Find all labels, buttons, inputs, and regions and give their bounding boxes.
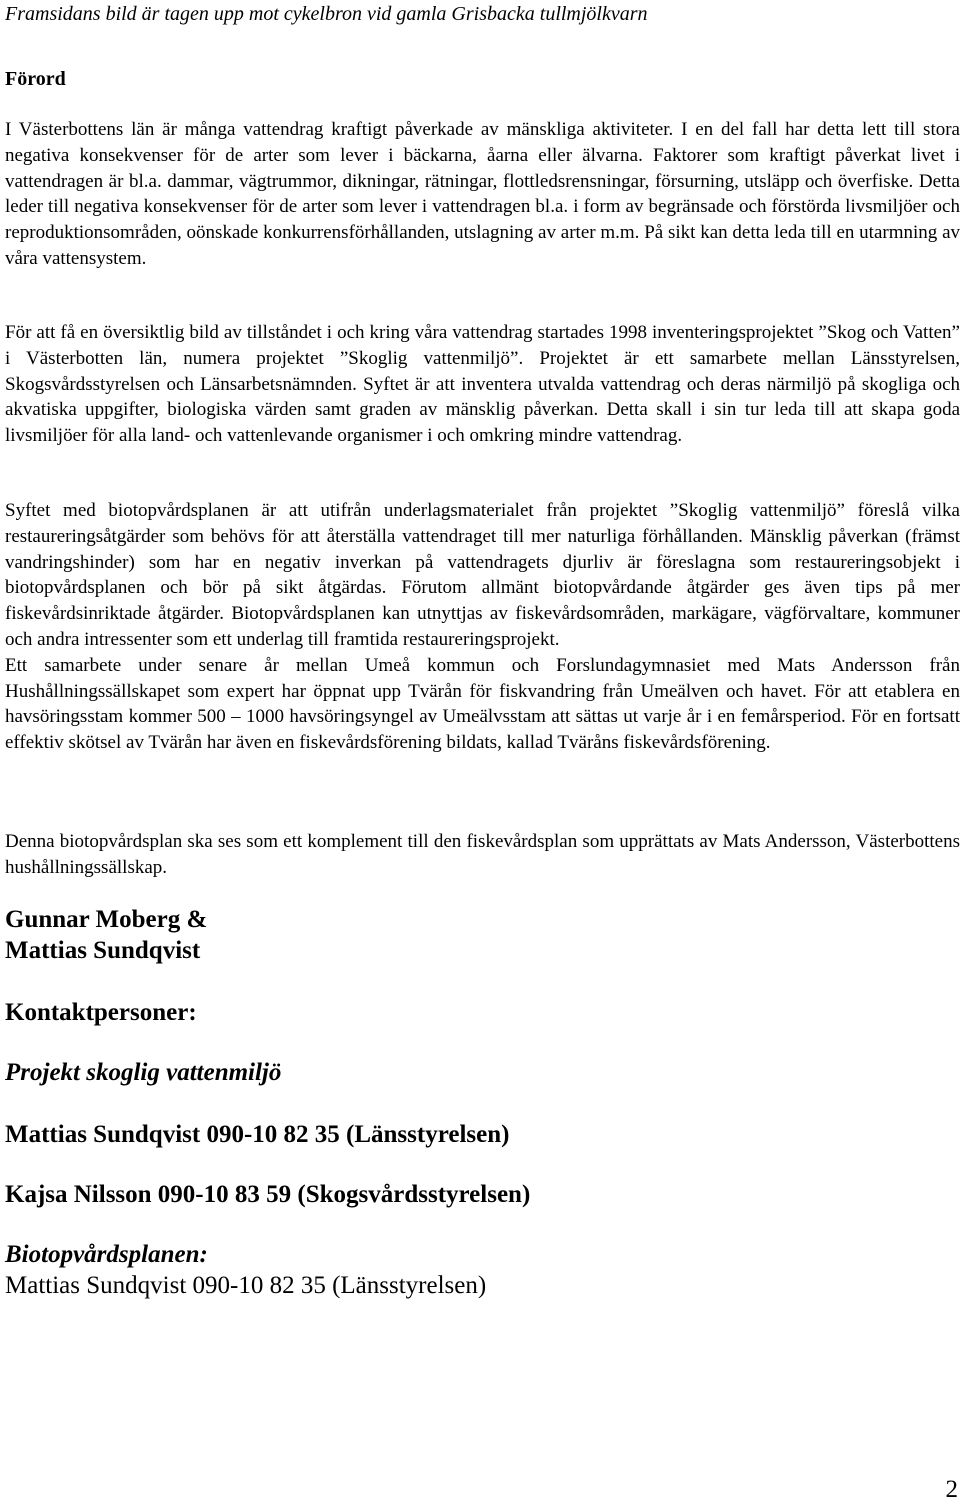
signature-line: Gunnar Moberg & — [5, 906, 208, 933]
contact-person: Kajsa Nilsson 090-10 83 59 (Skogsvårdsstyrelsen) — [5, 1181, 531, 1208]
paragraph-text: Syftet med biotopvårdsplanen är att utifrån underlagsmaterialet från projektet ”Skoglig vattenmiljö” föreslå vilka restaureringsåtgärder som behövs för att återställa vattendraget till mer naturliga förhållanden. Mänsklig påverkan (främst vandringshinder) som har en negativ inverkan på vattendragets djurliv är föreslagna som restaureringsobjekt i biotopvårdsplanen och bör på sikt åtgärdas. Förutom allmänt biotopvårdande åtgärder ges även tips på mer fiskevårdsinriktade åtgärder. Biotopvårdsplanen kan utnyttjas av fiskevårdsområden, markägare, vägförvaltare, kommuner och andra intressenter som ett underlag till framtida restaureringsprojekt. — [5, 500, 960, 650]
contact-person: Mattias Sundqvist 090-10 82 35 (Länsstyrelsen) — [5, 1121, 510, 1148]
paragraph-text: Denna biotopvårdsplan ska ses som ett komplement till den fiskevårdsplan som upprättats av Mats Andersson, Västerbottens hushållningssällskap. — [5, 831, 960, 878]
paragraph-text: För att få en översiktlig bild av tillståndet i och kring våra vattendrag startades 1998 inventeringsprojektet ”Skog och Vatten” i Västerbotten län, numera projektet ”Skoglig vattenmiljö”. Projektet är ett samarbete mellan Länsstyrelsen, Skogsvårdsstyrelsen och Länsarbetsnämnden. Syftet är att inventera utvalda vattendrag och deras närmiljö på skogliga och akvatiska uppgifter, biologiska värden samt graden av mänsklig påverkan. Detta skall i sin tur leda till att skapa goda livsmiljöer för alla land- och vattenlevande organismer i och omkring mindre vattendrag. — [5, 322, 960, 447]
paragraph-intro — [5, 117, 960, 272]
plan-label: Biotopvårdsplanen: — [5, 1241, 208, 1268]
page-number: 2 — [945, 1476, 958, 1503]
contacts-heading: Kontaktpersoner: — [5, 999, 197, 1026]
cover-photo-caption: Framsidans bild är tagen upp mot cykelbron vid gamla Grisbacka tullmjölkvarn — [5, 3, 648, 25]
paragraph-project-background — [5, 320, 960, 449]
paragraph-text: Ett samarbete under senare år mellan Umeå kommun och Forslundagymnasiet med Mats Andersson från Hushållningssällskapet som expert har öppnat upp Tvärån för fiskvandring från Umeälven och havet. För att etablera en havsöringsstam kommer 500 – 1000 havsöringsyngel av Umeälvsstam att sättas ut varje år i en femårsperiod. För en fortsatt effektiv skötsel av Tvärån har även en fiskevårdsförening bildats, kallad Tväråns fiskevårdsförening. — [5, 654, 960, 754]
signature-line: Mattias Sundqvist — [5, 937, 201, 964]
paragraph-complement — [5, 829, 960, 881]
project-name: Projekt skoglig vattenmiljö — [5, 1059, 282, 1086]
author-signature — [5, 904, 207, 966]
foreword-heading: Förord — [5, 68, 66, 90]
paragraph-plan-purpose — [5, 498, 960, 756]
plan-contact-person: Mattias Sundqvist 090-10 82 35 (Länsstyrelsen) — [5, 1272, 487, 1299]
paragraph-text: I Västerbottens län är många vattendrag kraftigt påverkade av mänskliga aktiviteter. I en del fall har detta lett till stora negativa konsekvenser för de arter som lever i bäckarna, åarna eller älvarna. Faktorer som kraftigt påverkat livet i vattendragen är bl.a. dammar, vägtrummor, dikningar, rätningar, flottledsrensningar, försurning, utsläpp och överfiske. Detta leder till negativa konsekvenser för de arter som lever i vattendragen bl.a. i form av begränsade och förstörda livsmiljöer och reproduktionsområden, oönskade konkurrensförhållanden, utslagning av arter m.m. På sikt kan detta leda till en utarmning av våra vattensystem. — [5, 119, 960, 269]
